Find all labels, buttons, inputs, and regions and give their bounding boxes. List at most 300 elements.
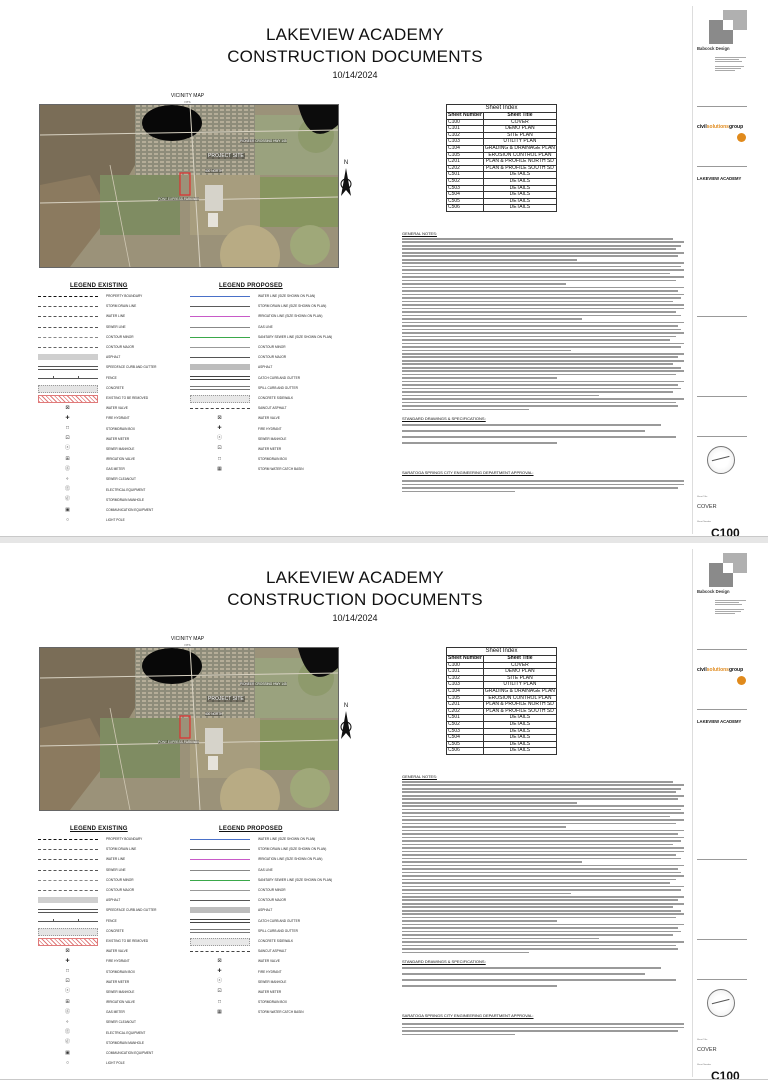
legend-item: [190, 454, 350, 464]
vicinity-map-aerial: [40, 648, 338, 810]
legend-proposed-list: [190, 834, 350, 1017]
legend-item: [190, 956, 350, 966]
sheet-index-row: [447, 165, 557, 172]
document-title: [150, 24, 560, 68]
legend-item: [38, 966, 198, 976]
sheet-index-row: [447, 119, 557, 126]
legend-label: WATER LINE (SIZE SHOWN ON PLAN): [258, 837, 316, 842]
legend-item: [38, 1007, 198, 1017]
sheet-number-label: Sheet Number: [697, 521, 712, 523]
legend-icon: ✚: [65, 414, 70, 421]
title-line-2: CONSTRUCTION DOCUMENTS: [227, 590, 483, 609]
legend-item: [38, 301, 198, 311]
sheet-index-title-cell: DETAILS: [483, 721, 556, 728]
legend-item: [38, 865, 198, 875]
legend-label: ASPHALT: [106, 898, 121, 903]
sheet-index-title-cell: DEMO PLAN: [483, 126, 556, 133]
legend-symbol: [38, 333, 98, 341]
vicinity-map-title-text: VICINITY MAP: [170, 93, 205, 99]
sheet-index-row: [447, 198, 557, 205]
title-block: [692, 549, 753, 1080]
civil-logo-prefix: civil: [697, 124, 707, 130]
legend-label: WATER METER: [106, 979, 130, 984]
legend-label: CONTOUR MINOR: [258, 888, 286, 893]
sheet-index-number: C105: [447, 152, 484, 159]
legend-label: PROPERTY BOUNDARY: [106, 837, 143, 842]
sheet-index-number: C101: [447, 669, 484, 676]
legend-item: [38, 291, 198, 301]
legend-label: CONTOUR MAJOR: [258, 355, 287, 360]
legend-item: [38, 987, 198, 997]
legend-icon: ⓓ: [64, 1039, 70, 1046]
legend-item: [38, 434, 198, 444]
legend-item: [38, 956, 198, 966]
legend-label: WATER VALVE: [106, 406, 128, 411]
sheet-index-number: C201: [447, 702, 484, 709]
legend-symbol: [190, 876, 250, 884]
legend-icon: ⊠: [217, 414, 222, 421]
legend-label: WATER LINE: [106, 314, 126, 319]
sheet-index-title-cell: DETAILS: [483, 205, 556, 212]
civil-logo-prefix: civil: [697, 667, 707, 673]
legend-item: [38, 322, 198, 332]
civil-logo-accent: solutions: [706, 124, 729, 130]
sheet-index-number: C502: [447, 721, 484, 728]
legend-symbol: [38, 1039, 98, 1047]
legend-label: STORMDRAIN MANHOLE: [106, 1040, 145, 1045]
legend-label: SEWER CLEANOUT: [106, 1020, 136, 1025]
sheet-index-number: C102: [447, 132, 484, 139]
legend-item: [190, 291, 350, 301]
legend-symbol: [190, 998, 250, 1006]
legend-label: ASPHALT: [106, 355, 121, 360]
legend-icon: ∘: [65, 475, 70, 482]
sheet-index-row: [447, 715, 557, 722]
legend-label: FIRE HYDRANT: [258, 426, 282, 431]
title-block-project-name: LAKEVIEW ACADEMY: [697, 719, 742, 724]
legend-symbol: [190, 323, 250, 331]
legend-item: [38, 515, 198, 525]
legend-icon: ○: [65, 1059, 70, 1066]
sheet-index-row: [447, 735, 557, 742]
civil-logo-accent: solutions: [706, 667, 729, 673]
legend-item: [38, 485, 198, 495]
sheet-index-row: [447, 132, 557, 139]
legend-icon: ⓖ: [64, 465, 70, 472]
legend-symbol: [190, 425, 250, 433]
legend-label: WATER METER: [258, 989, 282, 994]
sheet-index-row: [447, 172, 557, 179]
legend-item: [38, 885, 198, 895]
legend-symbol: [190, 465, 250, 473]
legend-item: [190, 905, 350, 915]
north-arrow-icon: [339, 166, 353, 202]
legend-label: SPEEDFACE CURB AND GUTTER: [106, 908, 157, 913]
legend-existing-list: [38, 834, 198, 1068]
general-notes-body: [402, 238, 684, 412]
legend-label: CONTOUR MAJOR: [258, 898, 287, 903]
legend-symbol: [190, 384, 250, 392]
legend-label: FIRE HYDRANT: [106, 959, 130, 964]
legend-symbol: [38, 988, 98, 996]
sheet-index-row: [447, 675, 557, 682]
north-arrow: [339, 160, 353, 208]
legend-item: [190, 332, 350, 342]
legend-label: SEWER MANHOLE: [106, 446, 135, 451]
legend-symbol: [190, 333, 250, 341]
legend-symbol: [190, 292, 250, 300]
city-approval-title: SARATOGA SPRINGS CITY ENGINEERING DEPARTMENT APPROVAL:: [402, 1013, 534, 1018]
legend-symbol: [38, 374, 98, 382]
sheet-index-number: C100: [447, 662, 484, 669]
legend-symbol: [38, 1018, 98, 1026]
firm-address-lines: [715, 599, 749, 615]
legend-existing-title: LEGEND EXISTING: [70, 826, 128, 832]
legend-icon: ⓢ: [216, 435, 222, 442]
legend-label: SANITARY SEWER LINE (SIZE SHOWN ON PLAN): [258, 877, 333, 882]
legend-label: WATER VALVE: [258, 416, 280, 421]
legend-icon: ⊠: [65, 947, 70, 954]
legend-symbol: [38, 486, 98, 494]
legend-label: SPILL CURB AND GUTTER: [258, 928, 298, 933]
legend-symbol: [190, 414, 250, 422]
legend-symbol: [38, 978, 98, 986]
sheet-index-number: C504: [447, 192, 484, 199]
civil-solutions-logo-icon: [737, 133, 746, 142]
legend-symbol: [38, 312, 98, 320]
sheet-index-number: C506: [447, 205, 484, 212]
legend-item: [38, 895, 198, 905]
sheet-index-number: C103: [447, 682, 484, 689]
legend-item: [190, 966, 350, 976]
document-title: [150, 567, 560, 611]
legend-label: CONTOUR MINOR: [106, 877, 134, 882]
legend-label: ELECTRICAL EQUIPMENT: [106, 487, 146, 492]
sheet-index-title-cell: EROSION CONTROL PLAN: [483, 152, 556, 159]
legend-label: FENCE: [106, 375, 117, 380]
legend-item: [190, 383, 350, 393]
legend-item: [190, 926, 350, 936]
vicinity-map-scale-note: NTS: [184, 100, 191, 104]
firm-name: Babcock Design: [697, 46, 730, 51]
sheet-index-row: [447, 192, 557, 199]
vicinity-map: [39, 647, 339, 811]
civil-solutions-logo: [697, 667, 749, 673]
legend-symbol: [190, 1008, 250, 1016]
legend-label: ASPHALT: [258, 908, 273, 913]
city-approval-body: [402, 1023, 684, 1037]
sheet-index-title-cell: DETAILS: [483, 741, 556, 748]
sheet-index-body: [447, 662, 557, 754]
legend-icon: □: [65, 968, 70, 975]
legend-item: [190, 885, 350, 895]
legend-symbol: [190, 445, 250, 453]
legend-symbol: [190, 978, 250, 986]
legend-item: [190, 403, 350, 413]
sheet-index-row: [447, 185, 557, 192]
legend-symbol: [190, 866, 250, 874]
sheet-index-title-cell: DETAILS: [483, 185, 556, 192]
general-notes-body: [402, 781, 684, 955]
legend-symbol: [38, 394, 98, 402]
legend-icon: ▣: [65, 1049, 70, 1056]
legend-symbol: [190, 312, 250, 320]
legend-symbol: [38, 845, 98, 853]
legend-item: [38, 423, 198, 433]
legend-symbol: [38, 917, 98, 925]
sheet-index-title-cell: SITE PLAN: [483, 675, 556, 682]
legend-label: IRRIGATION LINE (SIZE SHOWN ON PLAN): [258, 314, 323, 319]
sheet-index-row: [447, 178, 557, 185]
general-notes-title: GENERAL NOTES:: [402, 231, 437, 236]
sheet-index-title-cell: DETAILS: [483, 192, 556, 199]
legend-item: [38, 362, 198, 372]
legend-item: [38, 454, 198, 464]
legend-label: STORMDRAIN MANHOLE: [106, 497, 145, 502]
legend-item: [38, 464, 198, 474]
legend-item: [38, 946, 198, 956]
legend-symbol: [190, 404, 250, 412]
legend-item: [38, 926, 198, 936]
legend-icon: ⊠: [65, 404, 70, 411]
sheet-index-title-cell: EROSION CONTROL PLAN: [483, 695, 556, 702]
legend-item: [38, 977, 198, 987]
sheet-index-title-cell: COVER: [483, 662, 556, 669]
legend-item: [190, 311, 350, 321]
legend-label: CONCRETE: [106, 385, 124, 390]
legend-item: [190, 997, 350, 1007]
legend-item: [190, 434, 350, 444]
legend-icon: ▦: [217, 465, 222, 472]
legend-symbol: [190, 968, 250, 976]
legend-item: [190, 413, 350, 423]
sheet-title-label: Sheet Title: [697, 496, 708, 498]
legend-symbol: [38, 896, 98, 904]
legend-item: [38, 342, 198, 352]
legend-symbol: [38, 957, 98, 965]
north-arrow-letter: N: [343, 160, 349, 166]
sheet-index-row: [447, 205, 557, 212]
legend-label: EXISTING TO BE REMOVED: [106, 938, 149, 943]
sheet-number: C100: [711, 526, 740, 537]
legend-label: SAWCUT ASPHALT: [258, 406, 287, 411]
legend-symbol: [190, 845, 250, 853]
legend-symbol: [38, 475, 98, 483]
legend-label: STORM DRAIN LINE (SIZE SHOWN ON PLAN): [258, 304, 327, 309]
legend-label: STORM WATER CATCH BASIN: [258, 467, 304, 472]
babcock-design-logo: [709, 553, 747, 587]
legend-existing-list: [38, 291, 198, 525]
legend-icon: ⓢ: [64, 988, 70, 995]
legend-label: SPILL CURB AND GUTTER: [258, 385, 298, 390]
legend-label: FIRE HYDRANT: [258, 969, 282, 974]
map-label-pony-express: PONY EXPRESS PARKWAY: [158, 740, 200, 744]
legend-icon: Ⓔ: [64, 1029, 70, 1036]
legend-label: SEWER MANHOLE: [258, 979, 287, 984]
legend-label: WATER VALVE: [106, 949, 128, 954]
legend-symbol: [38, 445, 98, 453]
sheet-index-number: C102: [447, 675, 484, 682]
legend-item: [190, 865, 350, 875]
sheet-index-title-cell: PLAN & PROFILE NORTH SD: [483, 702, 556, 709]
legend-label: GAS LINE: [258, 867, 273, 872]
legend-symbol: [38, 516, 98, 524]
legend-item: [38, 332, 198, 342]
vicinity-map-aerial: [40, 105, 338, 267]
legend-symbol: [38, 343, 98, 351]
sheet-index-number: C506: [447, 748, 484, 755]
sheet-index-title-cell: DETAILS: [483, 728, 556, 735]
sheet-index-number: C202: [447, 708, 484, 715]
legend-item: [190, 423, 350, 433]
firm-address-lines: [715, 56, 749, 72]
sheet-index-header-number: Sheet Number: [448, 655, 482, 661]
legend-label: IRRIGATION VALVE: [106, 1000, 136, 1005]
legend-symbol: [190, 302, 250, 310]
sheet-index-title-cell: UTILITY PLAN: [483, 682, 556, 689]
legend-icon: ⊡: [65, 435, 70, 442]
legend-item: [190, 352, 350, 362]
legend-item: [38, 495, 198, 505]
standard-drawings-title: STANDARD DRAWINGS & SPECIFICATIONS:: [402, 416, 486, 421]
legend-item: [38, 844, 198, 854]
engineer-seal-icon: [707, 446, 735, 474]
title-block-project-name: LAKEVIEW ACADEMY: [697, 176, 742, 181]
legend-icon: ⓢ: [64, 445, 70, 452]
legend-item: [190, 854, 350, 864]
legend-icon: ▦: [217, 1008, 222, 1015]
legend-symbol: [38, 465, 98, 473]
legend-label: STORMDRAIN BOX: [106, 969, 135, 974]
legend-item: [190, 977, 350, 987]
standard-drawings-body: [402, 424, 684, 448]
vicinity-map-scale-note: NTS: [184, 643, 191, 647]
legend-label: WATER METER: [106, 436, 130, 441]
sheet-index-row: [447, 728, 557, 735]
legend-label: WATER METER: [258, 446, 282, 451]
sheet-index-title-cell: COVER: [483, 119, 556, 126]
legend-item: [38, 393, 198, 403]
map-label-pony-express: PONY EXPRESS PARKWAY: [158, 197, 200, 201]
civil-logo-suffix: group: [728, 124, 744, 130]
sheet-index-title-cell: PLAN & PROFILE SOUTH SD: [483, 165, 556, 172]
sheet-index-title-cell: GRADING & DRAINAGE PLAN: [484, 687, 555, 694]
legend-symbol: [38, 968, 98, 976]
legend-symbol: [190, 896, 250, 904]
legend-label: SAWCUT ASPHALT: [258, 949, 287, 954]
sheet-index-table: [446, 647, 557, 755]
sheet-index-title-cell: DETAILS: [483, 178, 556, 185]
legend-item: [38, 505, 198, 515]
legend-label: CATCH CURB AND GUTTER: [258, 375, 301, 380]
cover-sheet-page-1: [0, 0, 768, 537]
legend-icon: ✚: [65, 957, 70, 964]
legend-symbol: [38, 425, 98, 433]
sheet-index-row: [447, 721, 557, 728]
engineer-seal-icon: [707, 989, 735, 1017]
legend-label: STORM DRAIN LINE (SIZE SHOWN ON PLAN): [258, 847, 327, 852]
legend-item: [38, 916, 198, 926]
north-arrow-letter: N: [343, 703, 349, 709]
sheet-index-header-number: Sheet Number: [448, 112, 482, 118]
legend-label: STORMDRAIN BOX: [258, 1000, 287, 1005]
legend-symbol: [38, 835, 98, 843]
sheet-index-row: [447, 126, 557, 133]
sheet-index-title-cell: DETAILS: [483, 715, 556, 722]
legend-label: WATER LINE (SIZE SHOWN ON PLAN): [258, 294, 316, 299]
legend-icon: ⊞: [65, 998, 70, 1005]
sheet-index-number: C202: [447, 165, 484, 172]
legend-icon: ○: [65, 516, 70, 523]
document-date: 10/14/2024: [332, 613, 378, 623]
legend-label: WATER VALVE: [258, 959, 280, 964]
legend-item: [190, 1007, 350, 1017]
legend-label: CONTOUR MINOR: [106, 334, 134, 339]
sheet-title-label: Sheet Title: [697, 1039, 708, 1041]
legend-symbol: [190, 937, 250, 945]
legend-label: ASPHALT: [258, 365, 273, 370]
legend-item: [38, 403, 198, 413]
legend-label: WATER LINE: [106, 857, 126, 862]
legend-icon: ▣: [65, 506, 70, 513]
legend-label: IRRIGATION LINE (SIZE SHOWN ON PLAN): [258, 857, 323, 862]
sheet-index-number: C501: [447, 172, 484, 179]
sheet-index-number: C105: [447, 695, 484, 702]
legend-symbol: [190, 353, 250, 361]
sheet-index-title-cell: DETAILS: [483, 172, 556, 179]
legend-symbol: [38, 353, 98, 361]
legend-symbol: [38, 947, 98, 955]
legend-symbol: [38, 855, 98, 863]
legend-icon: ⊡: [217, 988, 222, 995]
document-date: 10/14/2024: [332, 70, 378, 80]
legend-symbol: [190, 947, 250, 955]
legend-symbol: [38, 384, 98, 392]
legend-item: [190, 936, 350, 946]
legend-label: GAS LINE: [258, 324, 273, 329]
legend-symbol: [190, 957, 250, 965]
north-arrow-icon: [339, 709, 353, 745]
vicinity-map: [39, 104, 339, 268]
legend-icon: □: [65, 425, 70, 432]
legend-symbol: [38, 866, 98, 874]
legend-item: [190, 373, 350, 383]
sheet-index-number: C104: [447, 688, 484, 695]
civil-solutions-logo-icon: [737, 676, 746, 685]
legend-symbol: [38, 1008, 98, 1016]
legend-proposed-title: LEGEND PROPOSED: [219, 283, 283, 289]
sheet-index-title-cell: UTILITY PLAN: [483, 139, 556, 146]
sheet-index-row: [447, 669, 557, 676]
legend-item: [38, 1017, 198, 1027]
legend-icon: ⊡: [217, 445, 222, 452]
sheet-index-number: C504: [447, 735, 484, 742]
legend-label: FENCE: [106, 918, 117, 923]
legend-label: GAS METER: [106, 1010, 125, 1015]
legend-label: CONTOUR MAJOR: [106, 888, 135, 893]
legend-symbol: [38, 292, 98, 300]
legend-item: [38, 854, 198, 864]
legend-symbol: [190, 855, 250, 863]
legend-icon: ⓓ: [64, 496, 70, 503]
sheet-index-title-cell: PLAN & PROFILE SOUTH SD: [483, 708, 556, 715]
legend-label: CONTOUR MINOR: [258, 345, 286, 350]
legend-symbol: [38, 927, 98, 935]
legend-label: FIRE HYDRANT: [106, 416, 130, 421]
legend-symbol: [38, 435, 98, 443]
legend-symbol: [38, 886, 98, 894]
sheet-title: COVER: [697, 504, 717, 510]
